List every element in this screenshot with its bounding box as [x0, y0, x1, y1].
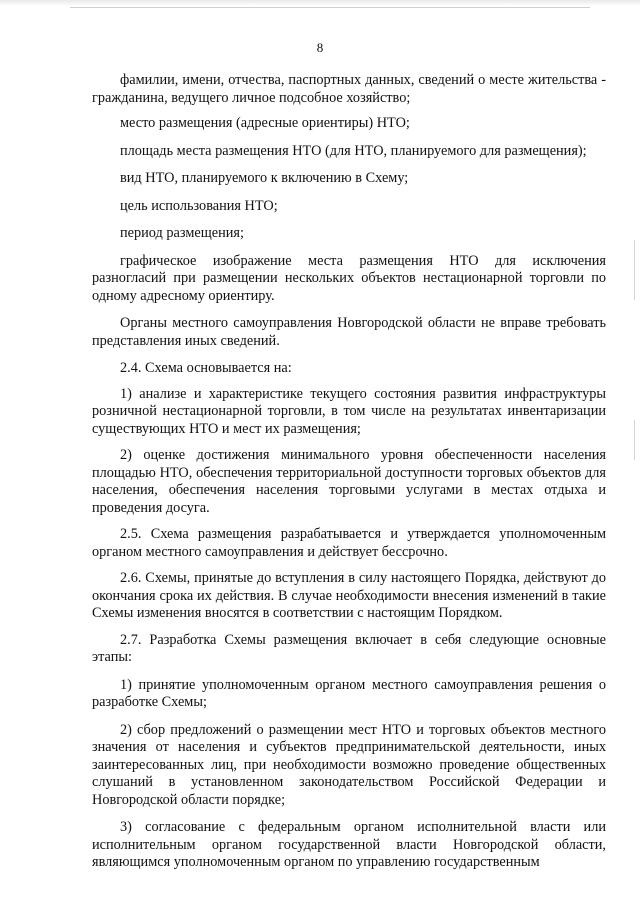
- paragraph: цель использования НТО;: [120, 197, 278, 214]
- document-body: [92, 72, 606, 872]
- scan-side-mark: [634, 240, 635, 300]
- paragraph: 2.6. Схемы, принятые до вступления в силу настоящего Порядка, действуют до окончания срока их действия. В случае необходимости внесения изменений в такие Схемы изменения вносятся в соответствии с настоящим Порядком.: [92, 570, 606, 621]
- scan-top-edge: [0, 0, 640, 6]
- paragraph: 2) сбор предложений о размещении мест НТО и торговых объектов местного значения от населения и субъектов предпринимательской деятельности, иных заинтересованных лиц, при необходимости возможно проведение общественных слушаний в установленном законодательством Российской Федерации и Новгородской области порядке;: [92, 721, 606, 808]
- paragraph: 2.7. Разработка Схемы размещения включает в себя следующие основные этапы:: [92, 631, 606, 665]
- paragraph: фамилии, имени, отчества, паспортных данных, сведений о месте жительства - гражданина, ведущего личное подсобное хозяйство;: [92, 72, 606, 106]
- paragraph: 2) оценке достижения минимального уровня обеспеченности населения площадью НТО, обеспечения территориальной доступности торговых объектов для населения, обеспечения населения торговыми услугами в местах отдыха и проведения досуга.: [92, 447, 606, 516]
- paragraph: период размещения;: [120, 225, 244, 241]
- page-number: 8: [316, 40, 324, 55]
- paragraph: 3) согласование с федеральным органом исполнительной власти или исполнительным органом государственной власти Новгородской области, являющимся уполномоченным органом по управлению государственным: [92, 819, 606, 870]
- paragraph: 2.4. Схема основывается на:: [120, 360, 292, 376]
- paragraph: 1) принятие уполномоченным органом местного самоуправления решения о разработке Схемы;: [92, 676, 606, 710]
- paragraph: Органы местного самоуправления Новгородской области не вправе требовать представления иных сведений.: [92, 315, 606, 349]
- scan-side-mark: [634, 420, 635, 460]
- paragraph: вид НТО, планируемого к включению в Схему;: [120, 170, 409, 186]
- paragraph: графическое изображение места размещения НТО для исключения разногласий при размещении нескольких объектов нестационарной торговли по одному адресному ориентиру.: [92, 252, 606, 304]
- paragraph: 2.5. Схема размещения разрабатывается и утверждается уполномоченным органом местного самоуправления и действует бессрочно.: [92, 526, 606, 560]
- paragraph: место размещения (адресные ориентиры) НТО;: [120, 115, 410, 131]
- paragraph: площадь места размещения НТО (для НТО, планируемого для размещения);: [120, 142, 587, 159]
- paragraph: 1) анализе и характеристике текущего состояния развития инфраструктуры розничной нестационарной торговли, в том числе на результатах инвентаризации существующих НТО и мест их размещения;: [92, 385, 606, 437]
- scan-artifact-line: [70, 7, 590, 8]
